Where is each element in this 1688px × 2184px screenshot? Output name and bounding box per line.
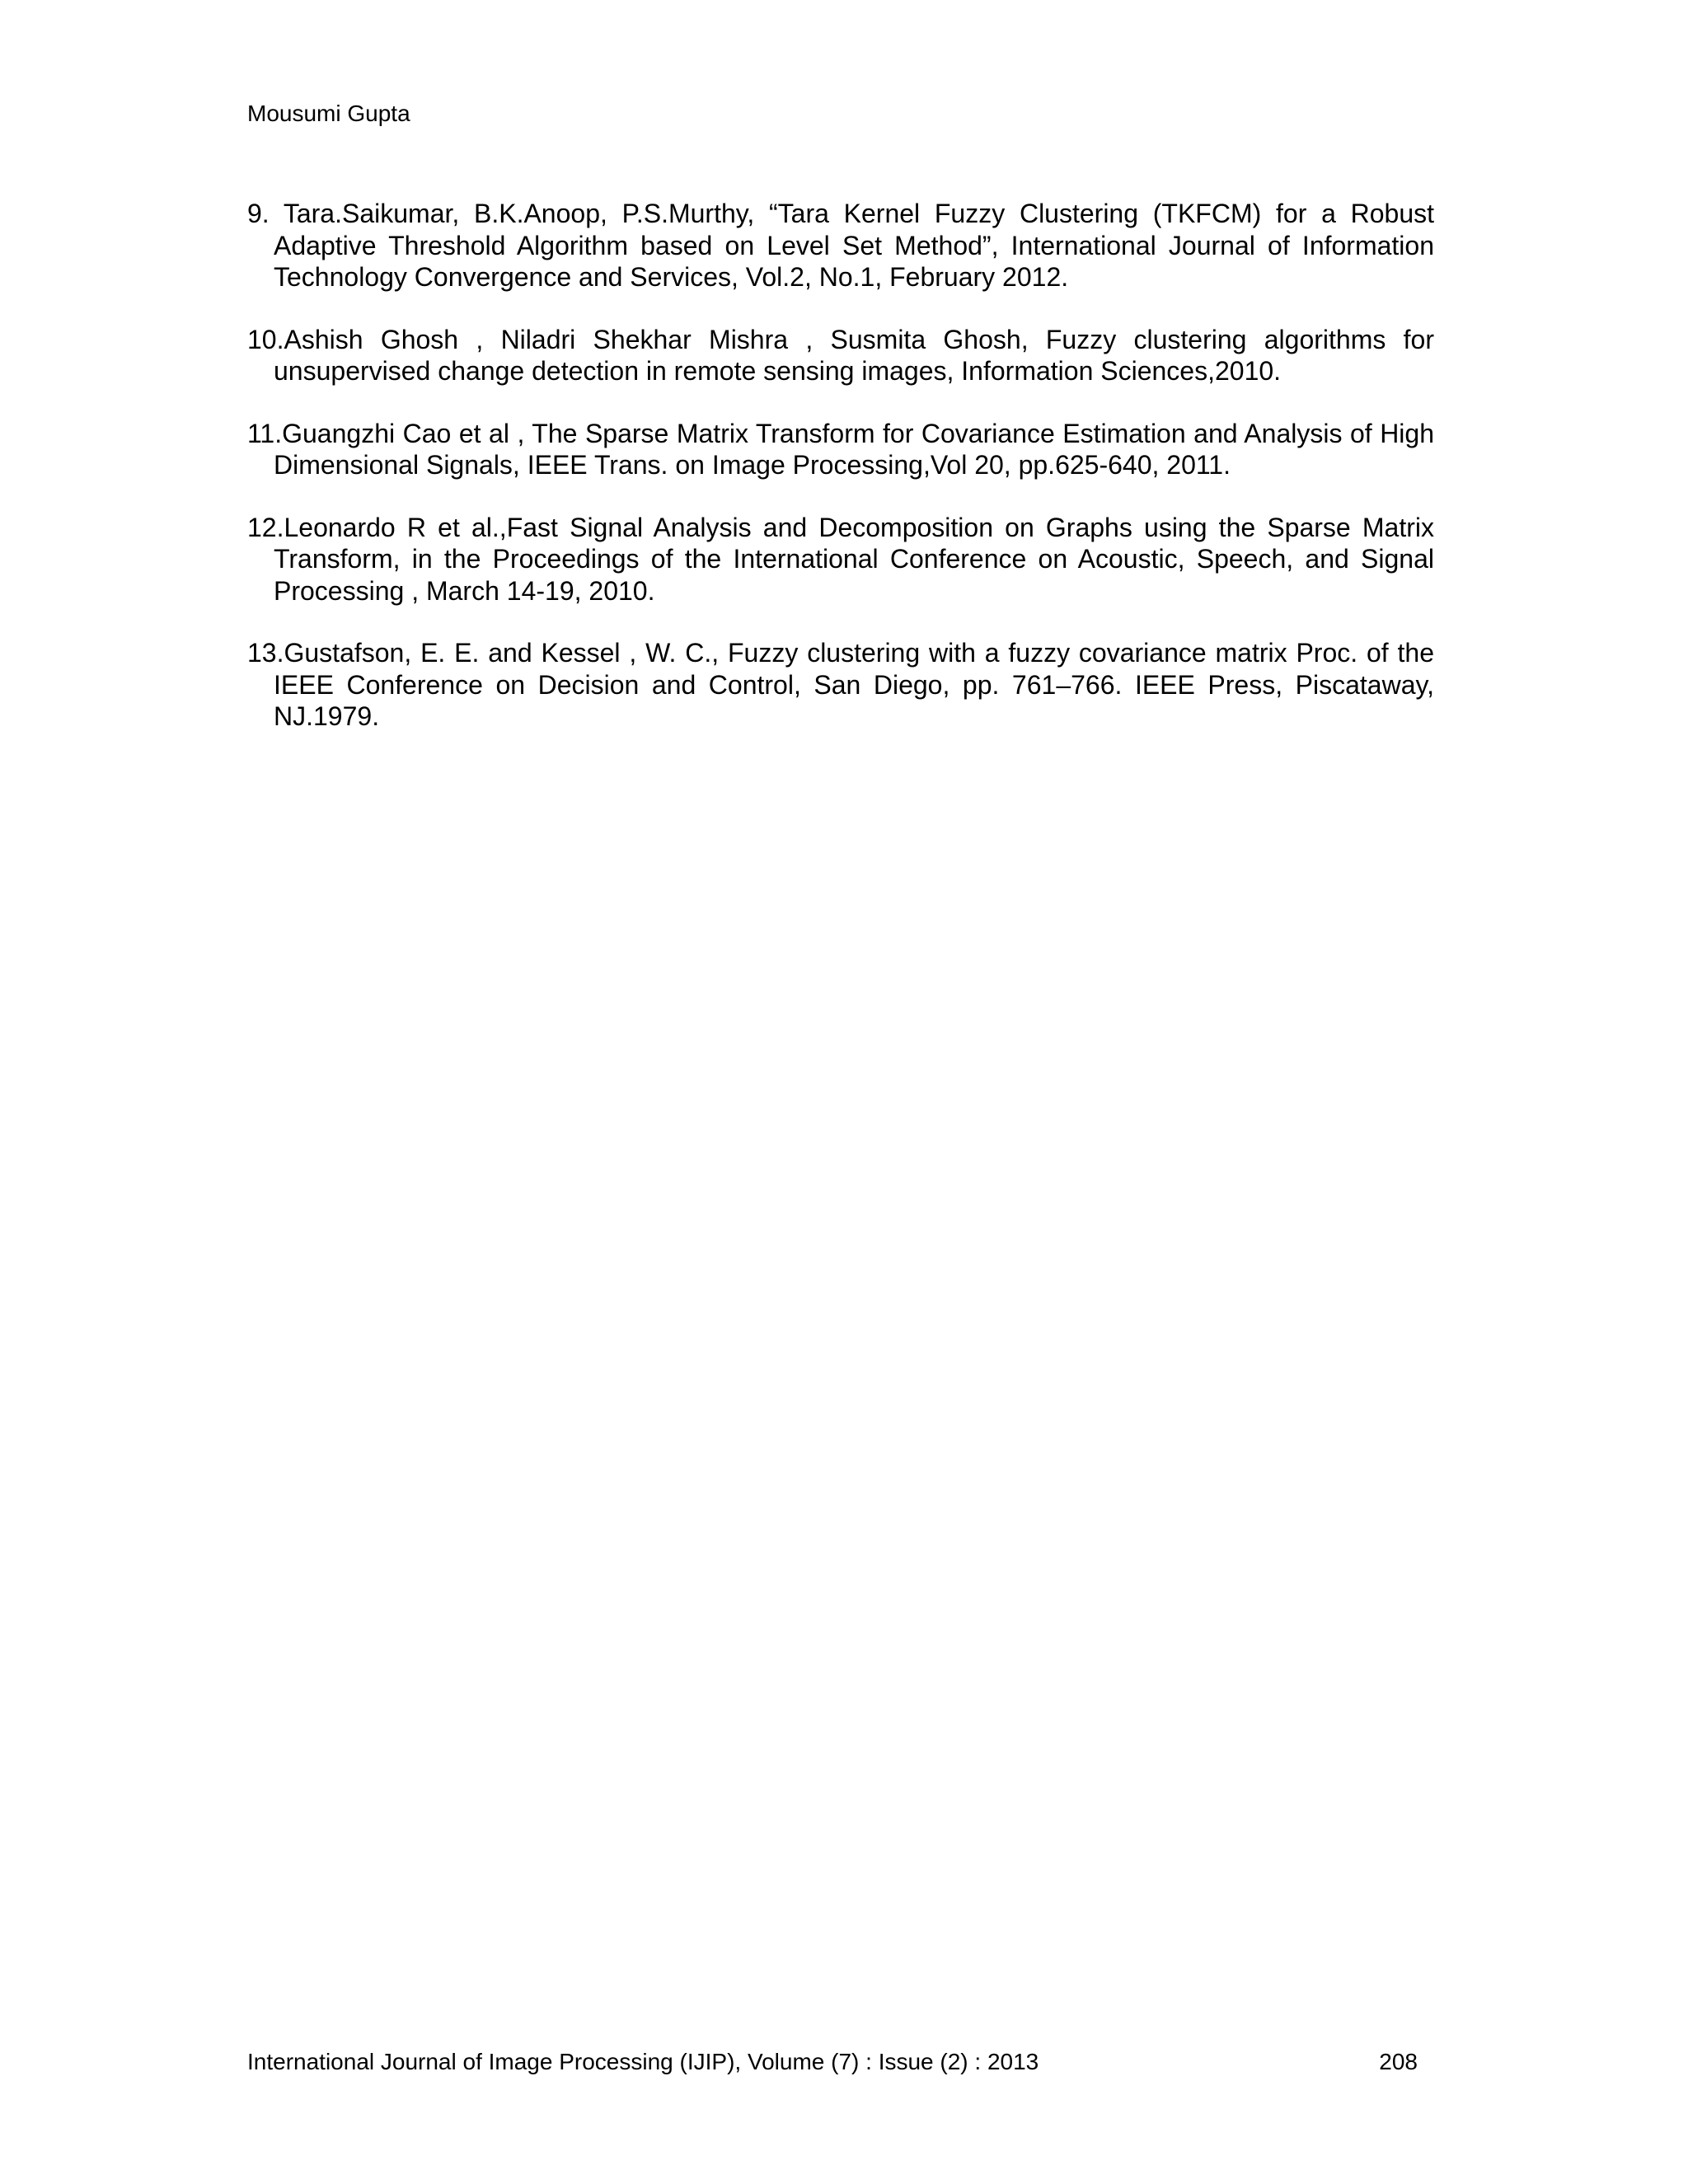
reference-item xyxy=(247,418,1434,481)
reference-number: 13. xyxy=(247,638,284,668)
reference-number: 10. xyxy=(247,324,284,354)
reference-text: Guangzhi Cao et al , The Sparse Matrix Transform for Covariance Estimation and Analysis of High Dimensional Signals, IEEE Trans. on Image Processing,Vol 20, pp.625-640, 2011. xyxy=(274,418,1434,480)
reference-number: 12. xyxy=(247,512,284,542)
reference-item xyxy=(247,637,1434,733)
reference-item xyxy=(247,198,1434,293)
reference-number: 9. xyxy=(247,199,284,228)
running-head-author: Mousumi Gupta xyxy=(247,101,410,126)
reference-text: Tara.Saikumar, B.K.Anoop, P.S.Murthy, “Tara Kernel Fuzzy Clustering (TKFCM) for a Robust Adaptive Threshold Algorithm based on Level Set Method”, International Journal of Information Technology Convergence and Services, Vol.2, No.1, February 2012. xyxy=(274,199,1435,292)
footer-journal-citation: International Journal of Image Processing (IJIP), Volume (7) : Issue (2) : 2013 xyxy=(247,2049,1039,2074)
reference-text: Leonardo R et al.,Fast Signal Analysis and Decomposition on Graphs using the Sparse Matrix Transform, in the Proceedings of the International Conference on Acoustic, Speech, and Signal Processing , March 14-19, 2010. xyxy=(274,512,1434,606)
reference-item xyxy=(247,512,1434,607)
reference-item xyxy=(247,324,1434,387)
reference-number: 11. xyxy=(247,418,283,448)
reference-text: Ashish Ghosh , Niladri Shekhar Mishra , Susmita Ghosh, Fuzzy clustering algorithms for unsupervised change detection in remote sensing images, Information Sciences,2010. xyxy=(274,324,1434,386)
reference-text: Gustafson, E. E. and Kessel , W. C., Fuzzy clustering with a fuzzy covariance matrix Proc. of the IEEE Conference on Decision and Control, San Diego, pp. 761–766. IEEE Press, Piscataway, NJ.1979. xyxy=(274,638,1434,731)
footer-page-number: 208 xyxy=(1379,2049,1418,2074)
reference-list xyxy=(247,198,1434,763)
